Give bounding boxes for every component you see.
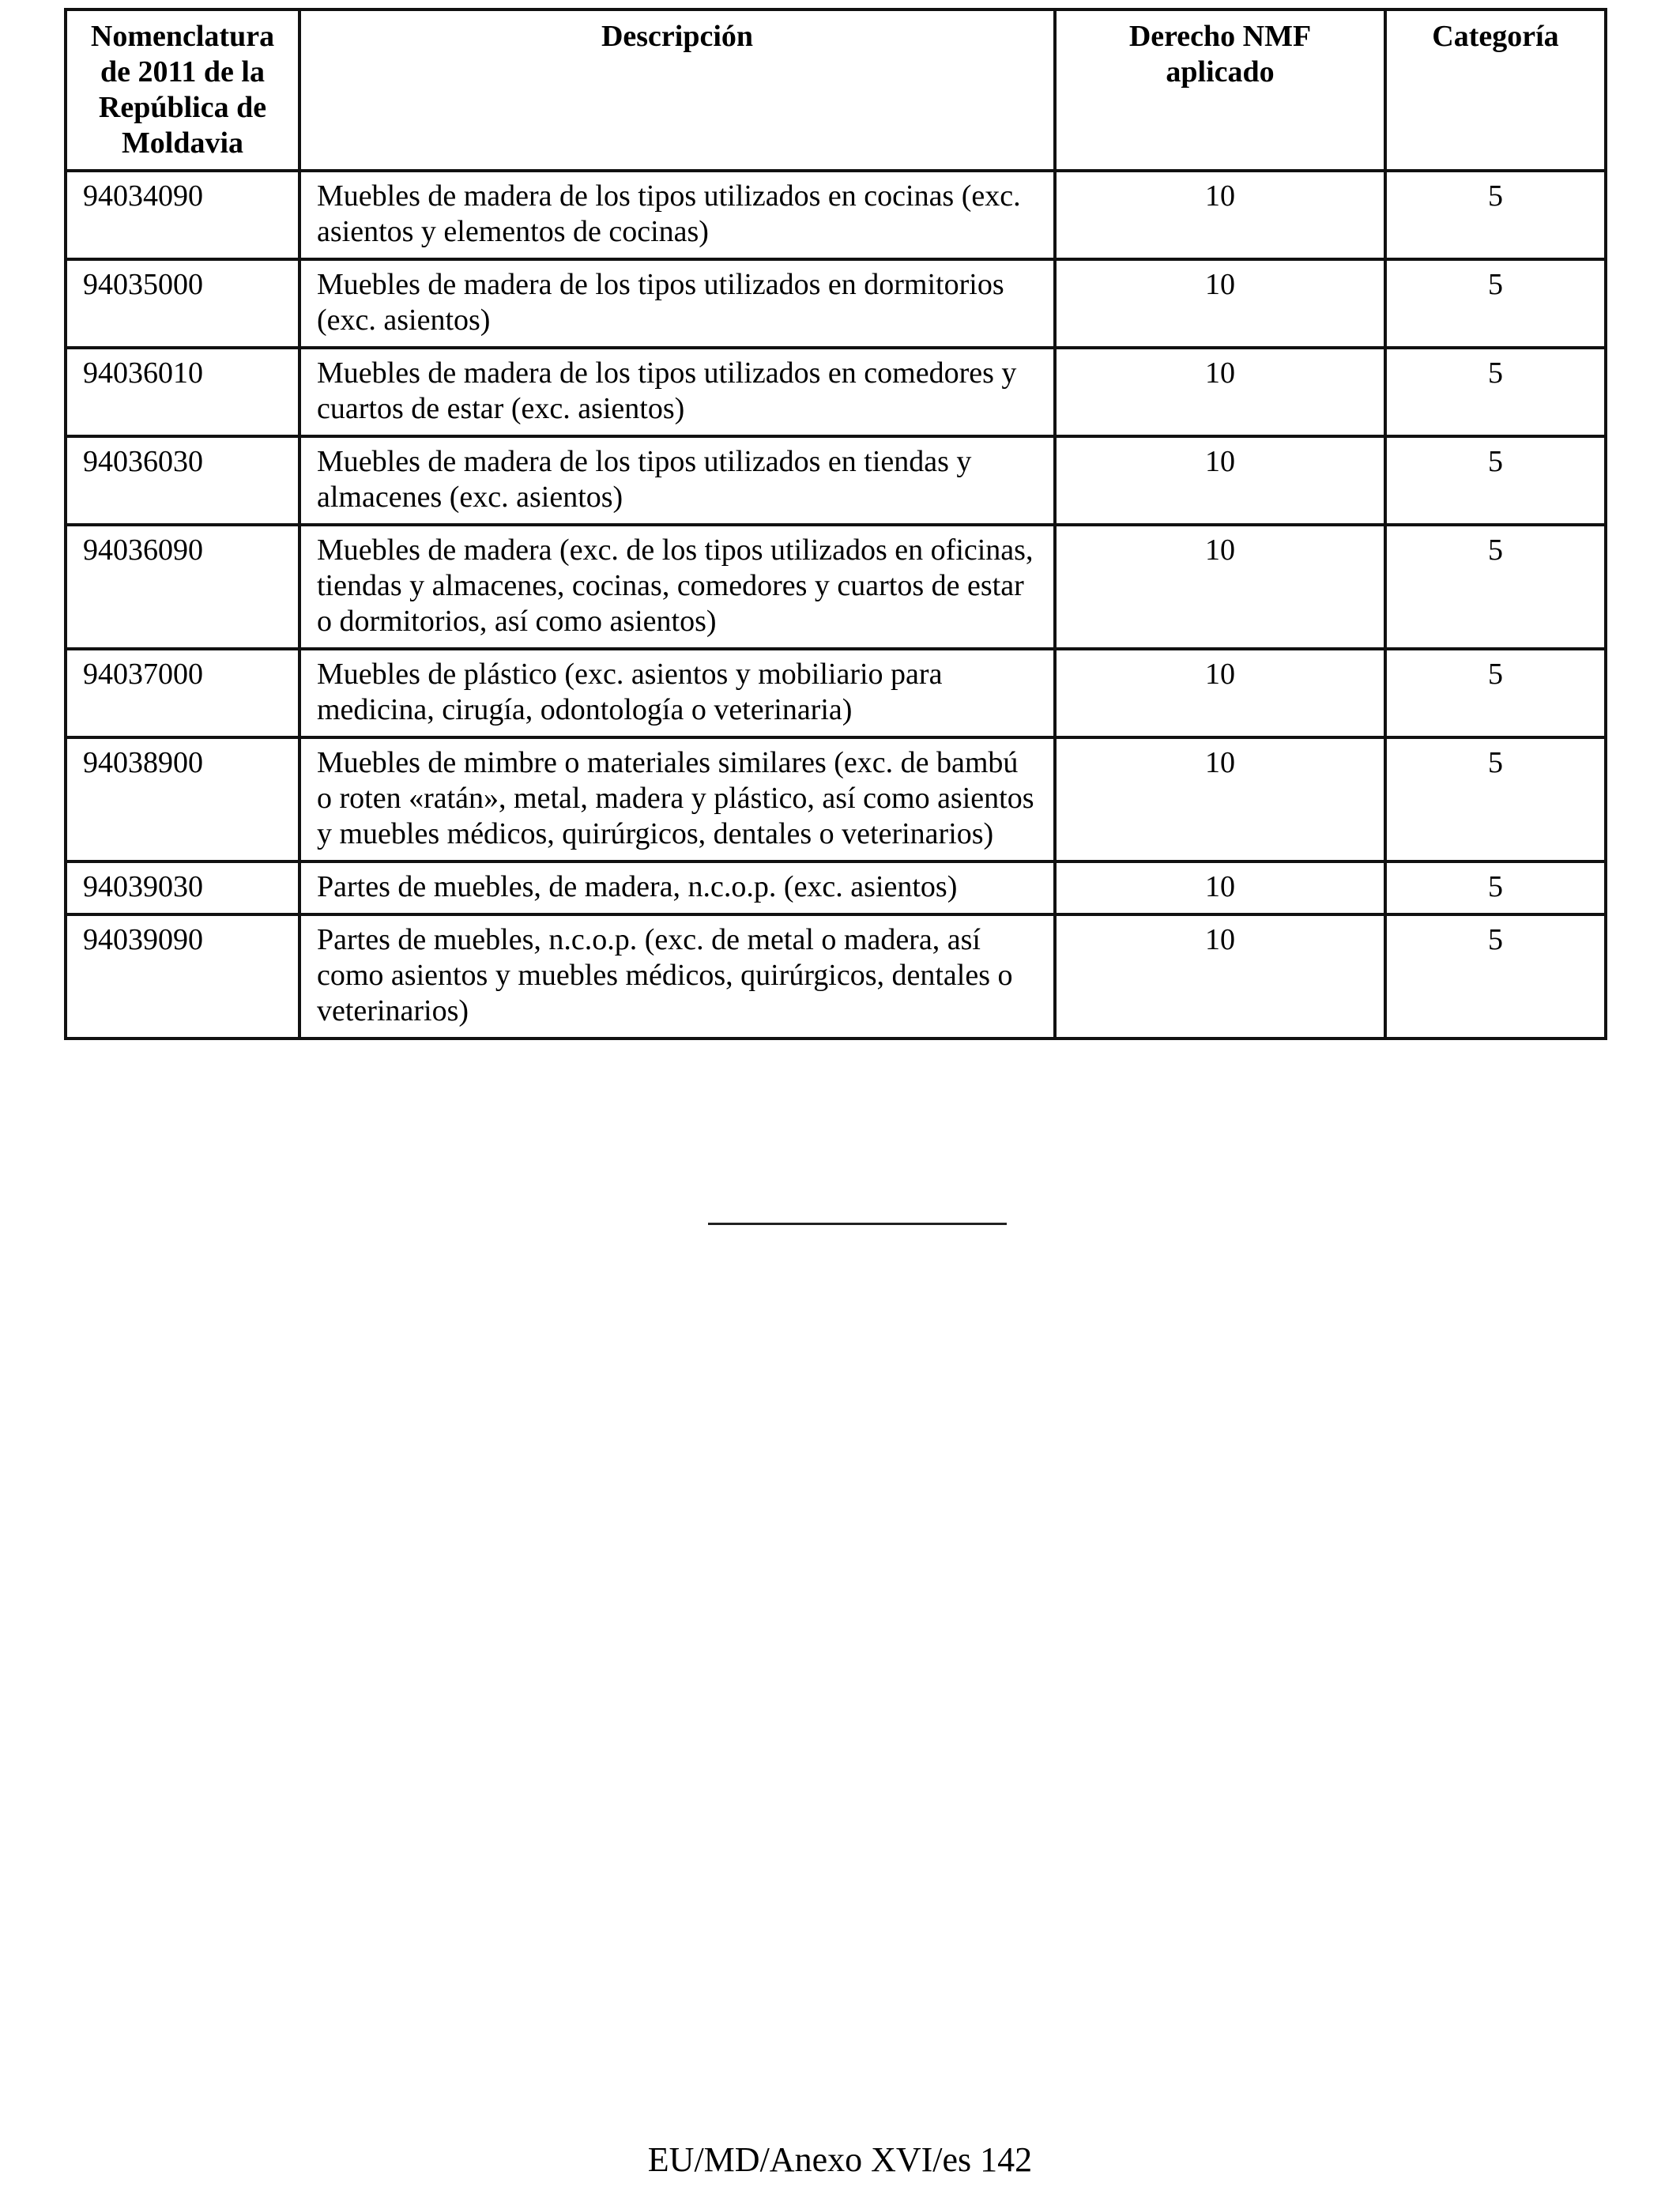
row-description: Muebles de plástico (exc. asientos y mobiliario para medicina, cirugía, odontología o veterinaria): [299, 649, 1055, 737]
header-description: Descripción: [299, 9, 1055, 171]
row-code: 94039090: [66, 914, 299, 1039]
row-duty: 10: [1055, 914, 1385, 1039]
row-category: 5: [1385, 649, 1606, 737]
row-duty: 10: [1055, 525, 1385, 649]
row-duty: 10: [1055, 737, 1385, 861]
row-category: 5: [1385, 348, 1606, 436]
row-code: 94036090: [66, 525, 299, 649]
row-code: 94036030: [66, 436, 299, 525]
table-row: [66, 436, 1606, 525]
header-duty: Derecho NMF aplicado: [1055, 9, 1385, 171]
row-category: 5: [1385, 171, 1606, 259]
tariff-table: [64, 8, 1607, 1040]
row-description: Partes de muebles, de madera, n.c.o.p. (exc. asientos): [299, 861, 1055, 914]
row-category: 5: [1385, 861, 1606, 914]
row-description: Muebles de madera de los tipos utilizados en tiendas y almacenes (exc. asientos): [299, 436, 1055, 525]
table-row: [66, 649, 1606, 737]
table-row: [66, 914, 1606, 1039]
row-description: Muebles de madera de los tipos utilizados en dormitorios (exc. asientos): [299, 259, 1055, 348]
row-description: Partes de muebles, n.c.o.p. (exc. de metal o madera, así como asientos y muebles médicos, quirúrgicos, dentales o veterinarios): [299, 914, 1055, 1039]
row-category: 5: [1385, 737, 1606, 861]
row-code: 94038900: [66, 737, 299, 861]
row-duty: 10: [1055, 259, 1385, 348]
table-row: [66, 861, 1606, 914]
row-code: 94036010: [66, 348, 299, 436]
table-row: [66, 737, 1606, 861]
row-category: 5: [1385, 259, 1606, 348]
row-category: 5: [1385, 914, 1606, 1039]
row-category: 5: [1385, 525, 1606, 649]
row-duty: 10: [1055, 861, 1385, 914]
end-separator-line: [708, 1223, 1007, 1225]
page-footer-reference: EU/MD/Anexo XVI/es 142: [647, 2140, 1033, 2179]
row-duty: 10: [1055, 171, 1385, 259]
table-row: [66, 348, 1606, 436]
table-row: [66, 525, 1606, 649]
header-code: Nomenclatura de 2011 de la República de Moldavia: [66, 9, 299, 171]
table-header-row: [66, 9, 1606, 171]
row-code: 94037000: [66, 649, 299, 737]
row-duty: 10: [1055, 649, 1385, 737]
row-category: 5: [1385, 436, 1606, 525]
row-description: Muebles de mimbre o materiales similares (exc. de bambú o roten «ratán», metal, madera y plástico, así como asientos y muebles médicos, quirúrgicos, dentales o veterinarios): [299, 737, 1055, 861]
table-row: [66, 259, 1606, 348]
row-description: Muebles de madera de los tipos utilizados en comedores y cuartos de estar (exc. asientos): [299, 348, 1055, 436]
table-row: [66, 171, 1606, 259]
header-category: Categoría: [1385, 9, 1606, 171]
row-code: 94039030: [66, 861, 299, 914]
row-duty: 10: [1055, 436, 1385, 525]
row-duty: 10: [1055, 348, 1385, 436]
row-code: 94034090: [66, 171, 299, 259]
row-description: Muebles de madera de los tipos utilizados en cocinas (exc. asientos y elementos de cocinas): [299, 171, 1055, 259]
row-code: 94035000: [66, 259, 299, 348]
row-description: Muebles de madera (exc. de los tipos utilizados en oficinas, tiendas y almacenes, cocinas, comedores y cuartos de estar o dormitorios, así como asientos): [299, 525, 1055, 649]
